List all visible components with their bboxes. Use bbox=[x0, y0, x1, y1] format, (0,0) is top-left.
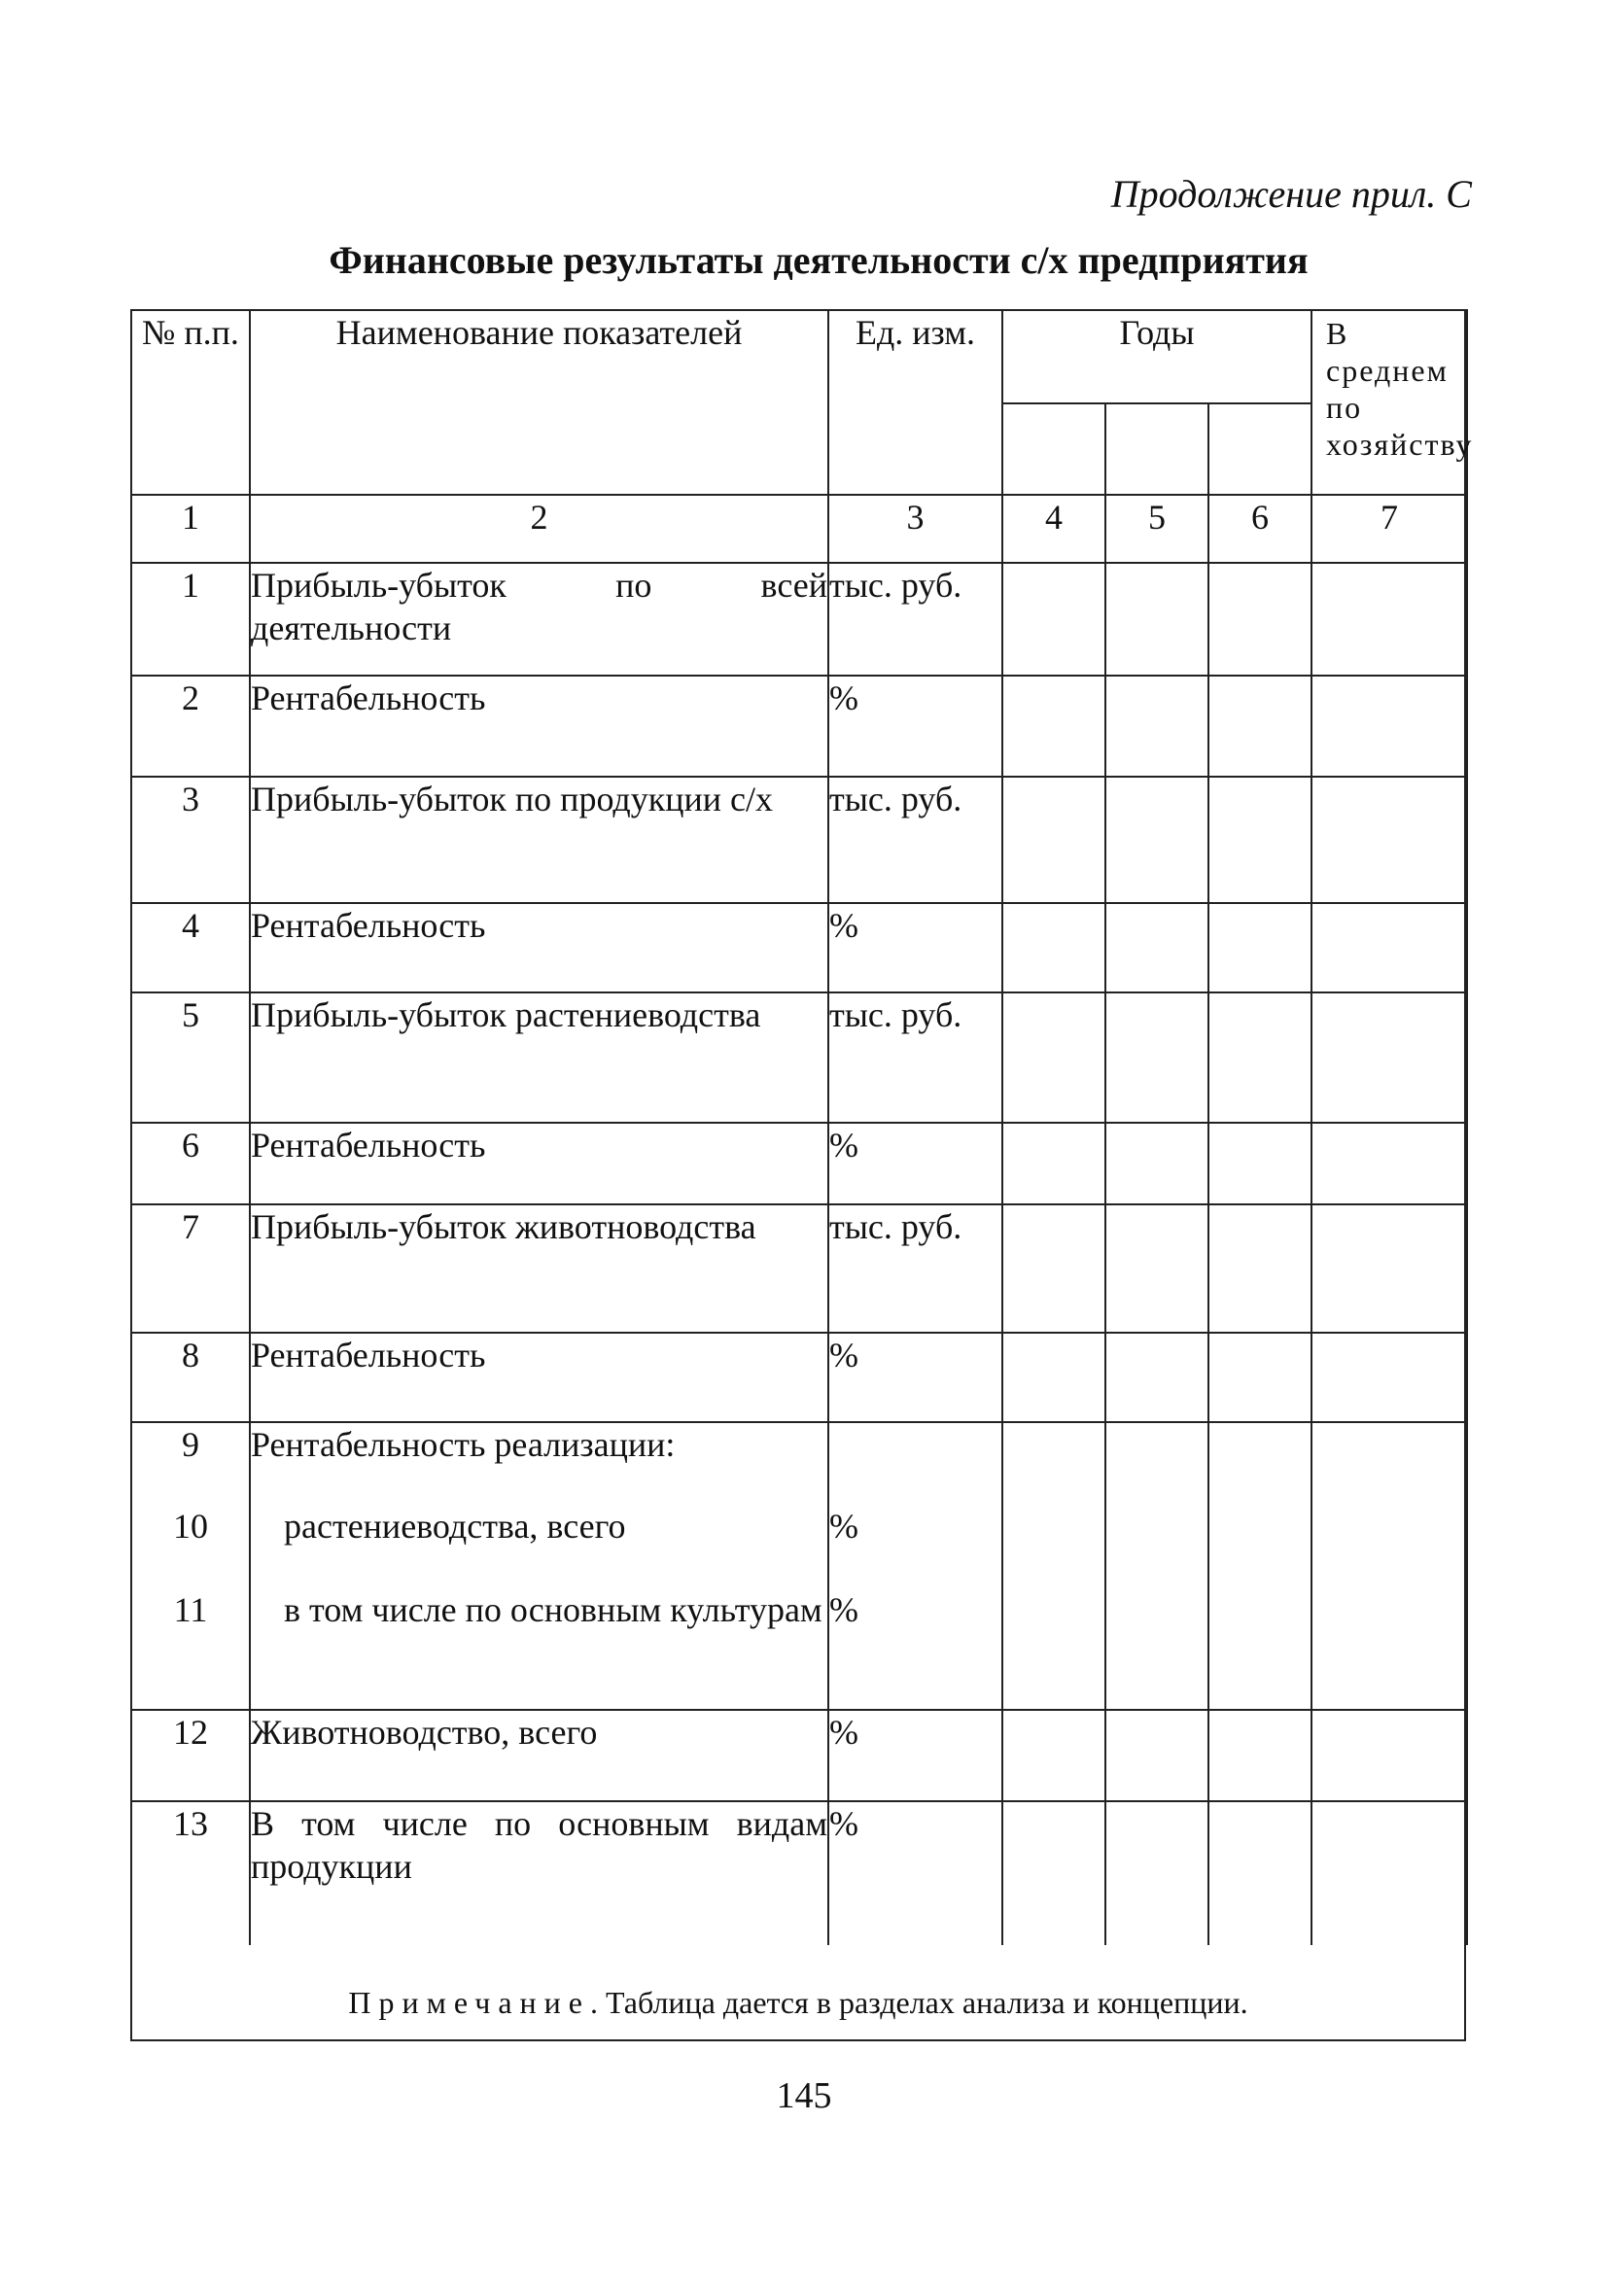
row-unit: тыс. руб. bbox=[828, 992, 1002, 1123]
row-unit: % bbox=[828, 1123, 1002, 1204]
table-row bbox=[131, 1123, 1467, 1204]
row-number: 4 bbox=[131, 903, 250, 992]
row-name: Прибыль-убыток по всей деятельности bbox=[250, 563, 828, 676]
row-name: Рентабельность bbox=[250, 903, 828, 992]
table-row bbox=[131, 777, 1467, 903]
row-name: Прибыль-убыток по продукции с/х bbox=[250, 777, 828, 903]
row-number: 11 bbox=[173, 1590, 208, 1629]
column-number: 1 bbox=[131, 495, 250, 563]
financial-results-table bbox=[130, 309, 1474, 1945]
col-header-num: № п.п. bbox=[131, 310, 250, 495]
row-unit: % bbox=[829, 1590, 858, 1629]
column-number: 6 bbox=[1208, 495, 1311, 563]
row-name: Рентабельность bbox=[250, 1123, 828, 1204]
row-name: Прибыль-убыток животноводства bbox=[250, 1204, 828, 1333]
row-unit: тыс. руб. bbox=[828, 563, 1002, 676]
table-row bbox=[131, 563, 1467, 676]
row-unit bbox=[829, 1423, 1001, 1505]
column-number: 3 bbox=[828, 495, 1002, 563]
column-number: 7 bbox=[1311, 495, 1467, 563]
col-header-name: Наименование показателей bbox=[250, 310, 828, 495]
row-unit: % bbox=[828, 903, 1002, 992]
year-cell-2 bbox=[1105, 403, 1208, 495]
note-text: . Таблица дается в разделах анализа и концепции. bbox=[590, 1985, 1248, 2020]
table-row bbox=[131, 903, 1467, 992]
row-name: Прибыль-убыток растениеводства bbox=[250, 992, 828, 1123]
row-name: В том числе по основным видам продукции bbox=[250, 1801, 828, 1945]
row-number: 10 bbox=[173, 1507, 208, 1546]
row-unit: % bbox=[828, 676, 1002, 777]
row-number: 13 bbox=[131, 1801, 250, 1945]
row-number: 2 bbox=[131, 676, 250, 777]
row-name: Животноводство, всего bbox=[250, 1710, 828, 1801]
table-row-group bbox=[131, 1422, 1467, 1710]
row-unit: тыс. руб. bbox=[828, 1204, 1002, 1333]
row-name: растениеводства, всего bbox=[284, 1507, 626, 1546]
row-number: 9 bbox=[182, 1425, 199, 1464]
table-note bbox=[130, 1985, 1466, 2021]
continuation-note: Продолжение прил. С bbox=[1110, 172, 1472, 216]
page-number: 145 bbox=[776, 2075, 832, 2116]
table-row bbox=[131, 676, 1467, 777]
row-number: 1 bbox=[131, 563, 250, 676]
table-row bbox=[131, 1710, 1467, 1801]
col-header-unit: Ед. изм. bbox=[828, 310, 1002, 495]
col-header-years: Годы bbox=[1002, 310, 1311, 403]
table-row bbox=[131, 1204, 1467, 1333]
row-unit: % bbox=[828, 1710, 1002, 1801]
row-name: в том числе по основным культурам bbox=[284, 1590, 822, 1629]
row-unit: % bbox=[828, 1333, 1002, 1422]
row-number: 12 bbox=[131, 1710, 250, 1801]
year-cell-3 bbox=[1208, 403, 1311, 495]
year-cell-1 bbox=[1002, 403, 1105, 495]
row-number: 5 bbox=[131, 992, 250, 1123]
row-name: Рентабельность bbox=[250, 676, 828, 777]
table-row bbox=[131, 1801, 1467, 1945]
column-number: 4 bbox=[1002, 495, 1105, 563]
row-number: 8 bbox=[131, 1333, 250, 1422]
column-number: 5 bbox=[1105, 495, 1208, 563]
table-title: Финансовые результаты деятельности с/х предприятия bbox=[329, 238, 1309, 282]
row-unit: % bbox=[829, 1507, 858, 1546]
row-number: 3 bbox=[131, 777, 250, 903]
row-number: 6 bbox=[131, 1123, 250, 1204]
row-name: Рентабельность реализации: bbox=[251, 1425, 676, 1464]
table-row bbox=[131, 992, 1467, 1123]
table-row bbox=[131, 1333, 1467, 1422]
col-header-average: В среднем по хозяйству bbox=[1311, 310, 1467, 495]
row-unit: тыс. руб. bbox=[828, 777, 1002, 903]
row-unit: % bbox=[828, 1801, 1002, 1945]
row-number: 7 bbox=[131, 1204, 250, 1333]
note-label: Примечание bbox=[348, 1985, 590, 2020]
row-name: Рентабельность bbox=[250, 1333, 828, 1422]
column-number: 2 bbox=[250, 495, 828, 563]
